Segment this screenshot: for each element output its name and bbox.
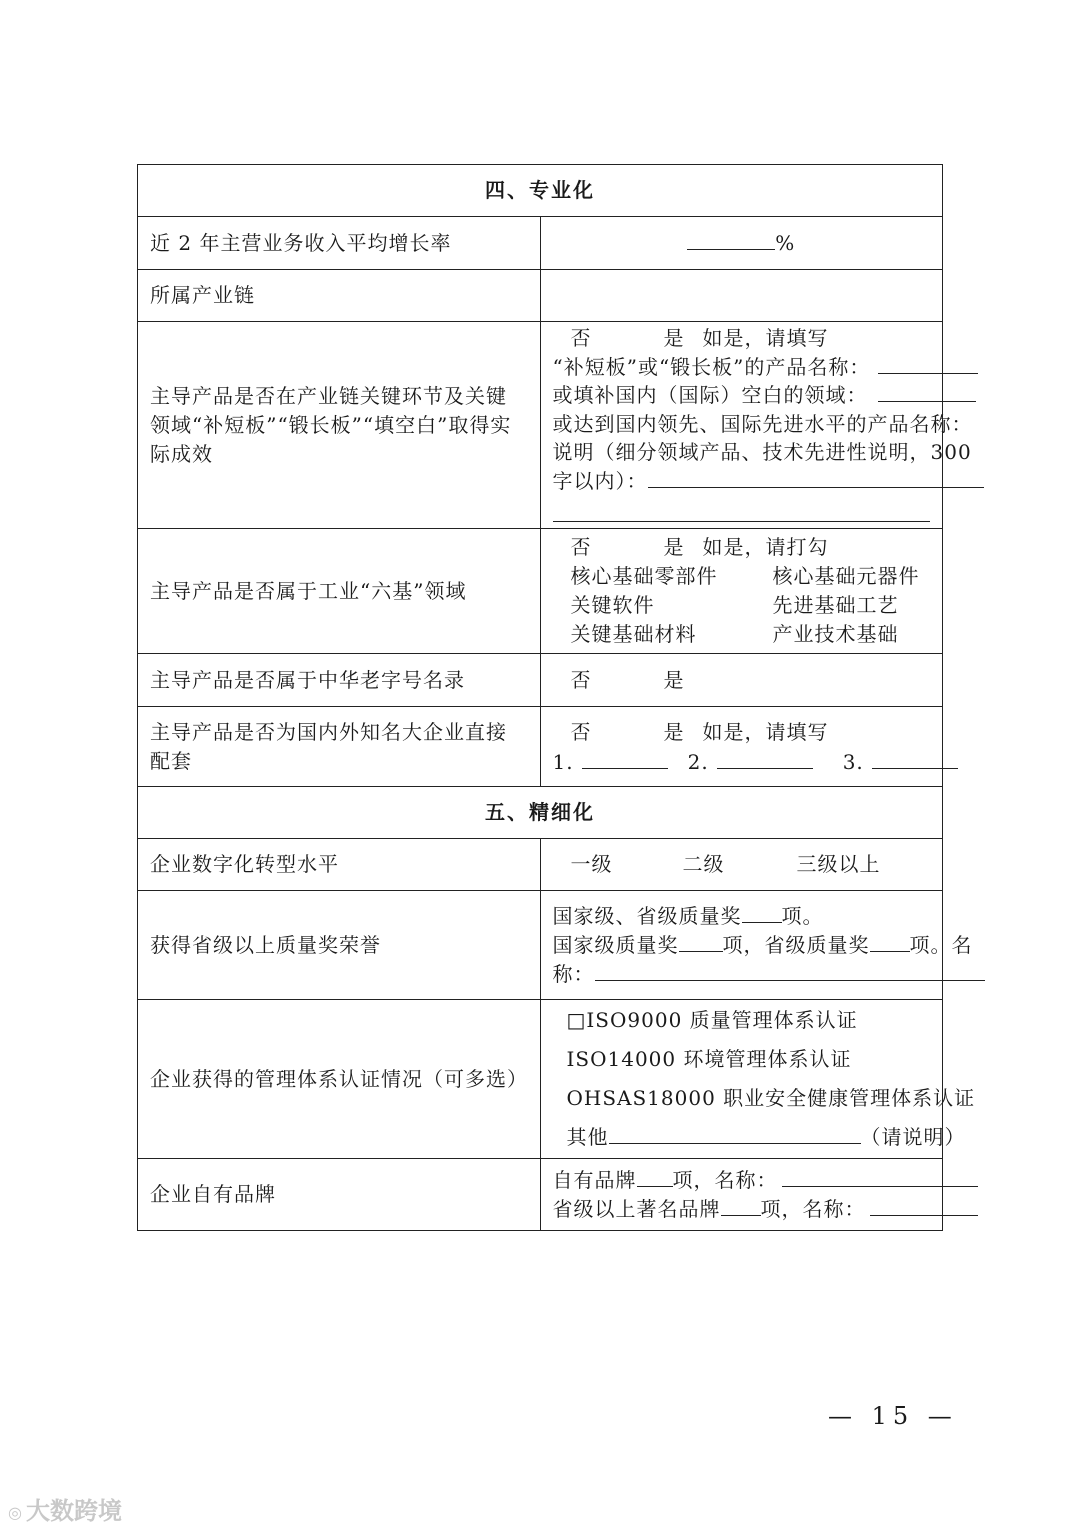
supporting-no-option[interactable]: 否 <box>570 719 592 744</box>
qa-l2a: 国家级质量奖 <box>552 932 679 957</box>
key-link-if-yes: 如是，请填写 <box>702 326 829 350</box>
key-link-blank5[interactable] <box>648 467 984 488</box>
management-option-4-note: （请说明） <box>860 1125 966 1149</box>
industry-chain-value[interactable] <box>540 270 943 322</box>
key-link-line2: 或填补国内（国际）空白的领域： <box>552 383 868 407</box>
six-bases-no-option[interactable]: 否 <box>570 535 592 559</box>
brand-blank4[interactable] <box>870 1195 978 1216</box>
management-option-1[interactable]: □ISO9000 质量管理体系认证 <box>566 1008 858 1032</box>
qa-blank2[interactable] <box>679 931 723 952</box>
six-bases-cell <box>540 529 943 654</box>
qa-l2c: 项。名 <box>909 932 973 957</box>
management-option-4[interactable]: 其他 <box>566 1125 609 1149</box>
time-honored-cell <box>540 654 943 707</box>
watermark <box>8 1491 122 1526</box>
time-honored-label: 主导产品是否属于中华老字号名录 <box>138 654 541 707</box>
supporting-n2: 2. <box>687 749 709 774</box>
percent-unit: % <box>775 230 796 255</box>
watermark-text: 大数跨境 <box>25 1497 122 1525</box>
revenue-growth-cell <box>540 217 943 270</box>
revenue-growth-blank[interactable] <box>687 229 775 250</box>
section-title-refinement: 五、精细化 <box>138 787 943 839</box>
digital-option-2[interactable]: 二级 <box>682 852 725 876</box>
brand-blank2[interactable] <box>782 1166 978 1187</box>
supporting-cell <box>540 707 943 787</box>
key-link-blank6[interactable] <box>553 495 931 522</box>
six-bases-option-4[interactable]: 先进基础工艺 <box>772 593 899 617</box>
digital-option-1[interactable]: 一级 <box>570 852 613 876</box>
brand-blank1[interactable] <box>637 1166 673 1187</box>
key-link-line1: “补短板”或“锻长板”的产品名称： <box>552 354 871 379</box>
key-link-line3: 或达到国内领先、国际先进水平的产品名称： <box>552 411 973 436</box>
quality-award-label: 获得省级以上质量奖荣誉 <box>138 891 541 1000</box>
key-link-blank1[interactable] <box>878 353 978 374</box>
qa-l1a: 国家级、省级质量奖 <box>552 903 742 928</box>
industry-chain-label: 所属产业链 <box>138 270 541 322</box>
section-title-specialization: 四、专业化 <box>138 165 943 217</box>
brand-blank3[interactable] <box>721 1195 761 1216</box>
six-bases-option-5[interactable]: 关键基础材料 <box>570 622 697 646</box>
six-bases-option-2[interactable]: 核心基础元器件 <box>772 564 920 588</box>
digital-option-3[interactable]: 三级以上 <box>796 852 881 876</box>
qa-blank3[interactable] <box>870 931 910 952</box>
six-bases-label: 主导产品是否属于工业“六基”领域 <box>138 529 541 654</box>
six-bases-option-3[interactable]: 关键软件 <box>570 593 655 617</box>
qa-blank4[interactable] <box>595 960 985 981</box>
management-label: 企业获得的管理体系认证情况（可多选） <box>138 1000 541 1159</box>
time-honored-yes-option[interactable]: 是 <box>663 667 685 692</box>
management-cell <box>540 1000 976 1159</box>
revenue-growth-label: 近 2 年主营业务收入平均增长率 <box>138 217 541 270</box>
brand-l1a: 自有品牌 <box>552 1167 637 1192</box>
six-bases-option-1[interactable]: 核心基础零部件 <box>570 564 718 588</box>
management-other-blank[interactable] <box>609 1123 861 1144</box>
qa-blank1[interactable] <box>742 902 782 923</box>
supporting-blank2[interactable] <box>717 748 813 769</box>
key-link-cell <box>540 322 973 529</box>
brand-cell <box>540 1159 943 1231</box>
quality-award-cell <box>540 891 973 1000</box>
six-bases-if-yes: 如是，请打勾 <box>702 535 829 559</box>
supporting-if-yes: 如是，请填写 <box>702 719 829 744</box>
supporting-n3: 3. <box>842 749 864 774</box>
brand-label: 企业自有品牌 <box>138 1159 541 1231</box>
supporting-blank3[interactable] <box>872 748 958 769</box>
key-link-blank2[interactable] <box>878 381 976 402</box>
key-link-line4: 说明（细分领域产品、技术先进性说明，300 <box>552 440 972 464</box>
qa-l3: 称： <box>552 961 595 986</box>
management-option-3[interactable]: OHSAS18000 职业安全健康管理体系认证 <box>566 1086 976 1110</box>
six-bases-option-6[interactable]: 产业技术基础 <box>772 622 899 646</box>
key-link-label: 主导产品是否在产业链关键环节及关键领域“补短板”“锻长板”“填空白”取得实际成效 <box>138 322 541 529</box>
brand-l2a: 省级以上著名品牌 <box>552 1196 721 1221</box>
digital-cell <box>540 839 943 891</box>
qa-l2b: 项，省级质量奖 <box>722 932 870 957</box>
key-link-yes-option[interactable]: 是 <box>663 326 685 350</box>
key-link-line5: 字以内）： <box>552 468 648 493</box>
page-number: — 15 — <box>828 1402 958 1430</box>
six-bases-yes-option[interactable]: 是 <box>663 535 685 559</box>
supporting-label: 主导产品是否为国内外知名大企业直接配套 <box>138 707 541 787</box>
management-option-2[interactable]: ISO14000 环境管理体系认证 <box>566 1047 852 1071</box>
key-link-no-option[interactable]: 否 <box>570 326 592 350</box>
supporting-yes-option[interactable]: 是 <box>663 719 685 744</box>
brand-l1b: 项，名称： <box>672 1167 778 1192</box>
watermark-logo-icon: ◎ <box>8 1502 22 1522</box>
form-table <box>137 164 976 1231</box>
supporting-blank1[interactable] <box>582 748 668 769</box>
brand-l2b: 项，名称： <box>760 1196 866 1221</box>
digital-label: 企业数字化转型水平 <box>138 839 541 891</box>
qa-l1b: 项。 <box>781 903 824 928</box>
time-honored-no-option[interactable]: 否 <box>570 667 592 692</box>
supporting-n1: 1. <box>552 749 574 774</box>
